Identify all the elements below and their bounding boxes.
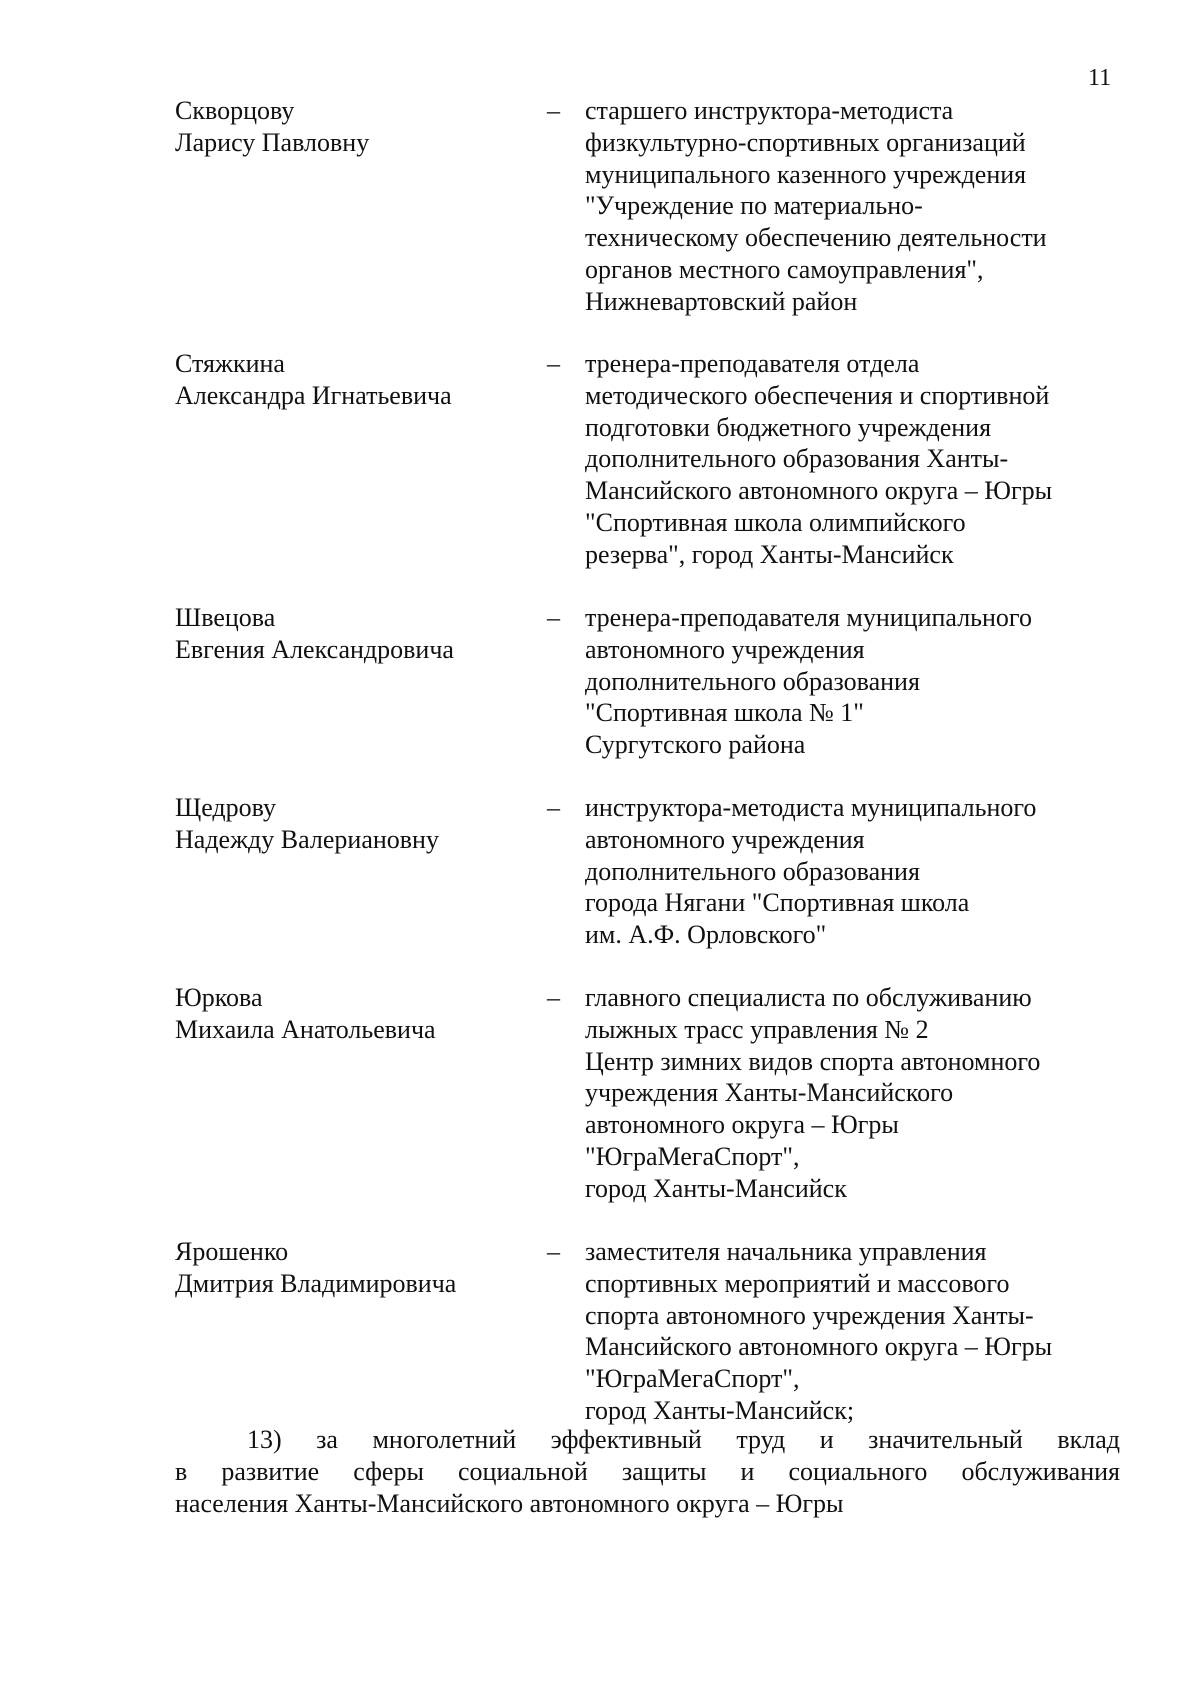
position-line: города Нягани "Спортивная школа [585, 888, 970, 918]
position-line: "ЮграМегаСпорт", [585, 1364, 800, 1394]
recipient-surname: Юркова [175, 983, 263, 1012]
position-line: подготовки бюджетного учреждения [585, 412, 992, 442]
dash-separator: – [547, 349, 560, 378]
position-line: лыжных трасс управления № 2 [585, 1014, 929, 1044]
position-line: главного специалиста по обслуживанию [585, 983, 1032, 1012]
recipient-name [175, 1236, 545, 1300]
position-line: муниципального казенного учреждения [585, 159, 1027, 189]
recipient-name [175, 95, 545, 159]
dash-separator: – [547, 1237, 560, 1266]
position-line: резерва", город Ханты-Мансийск [585, 539, 954, 569]
recipient-surname: Стяжкина [175, 349, 285, 378]
position-line: старшего инструктора-методиста [585, 96, 954, 125]
position-line: физкультурно-спортивных организаций [585, 127, 1026, 157]
dash-separator: – [547, 603, 560, 632]
position-line: Мансийского автономного округа – Югры [585, 476, 1053, 506]
recipient-name [175, 982, 545, 1046]
paragraph-line: 13) за многолетний эффективный труд и значительный вклад [247, 1425, 1120, 1454]
position-line: "Спортивная школа № 1" [585, 698, 864, 728]
position-line: город Ханты-Мансийск; [585, 1395, 855, 1425]
recipient-given-names: Александра Игнатьевича [175, 380, 452, 410]
recipient-given-names: Евгения Александровича [175, 634, 454, 664]
position-line: учреждения Ханты-Мансийского [585, 1078, 954, 1108]
position-line: автономного учреждения [585, 824, 865, 854]
position-line: техническому обеспечению деятельности [585, 223, 1047, 253]
recipient-surname: Скворцову [175, 96, 295, 125]
position-line: методического обеспечения и спортивной [585, 380, 1050, 410]
recipient-surname: Швецова [175, 603, 276, 632]
position-line: Мансийского автономного округа – Югры [585, 1332, 1053, 1362]
recipient-given-names: Михаила Анатольевича [175, 1014, 436, 1044]
recipient-position [585, 792, 1115, 951]
position-line: инструктора-методиста муниципального [585, 793, 1037, 822]
position-line: "Учреждение по материально- [585, 191, 923, 221]
position-line: заместителя начальника управления [585, 1237, 987, 1266]
position-line: органов местного самоуправления", [585, 254, 984, 284]
recipient-position [585, 982, 1115, 1205]
recipient-name [175, 602, 545, 666]
position-line: "ЮграМегаСпорт", [585, 1141, 800, 1171]
recipient-name [175, 348, 545, 412]
position-line: тренера-преподавателя отдела [585, 349, 920, 378]
position-line: Центр зимних видов спорта автономного [585, 1046, 1041, 1076]
dash-separator: – [547, 96, 560, 125]
closing-paragraph [175, 1424, 1120, 1519]
position-line: дополнительного образования Ханты- [585, 444, 1009, 474]
recipient-position [585, 602, 1115, 761]
recipient-given-names: Дмитрия Владимировича [175, 1268, 457, 1298]
position-line: спортивных мероприятий и массового [585, 1268, 1010, 1298]
position-line: автономного учреждения [585, 634, 865, 664]
position-line: дополнительного образования [585, 856, 920, 886]
position-line: Нижневартовский район [585, 286, 858, 316]
position-line: Сургутского района [585, 730, 806, 760]
position-line: спорта автономного учреждения Ханты- [585, 1300, 1034, 1330]
position-line: автономного округа – Югры [585, 1110, 899, 1140]
dash-separator: – [547, 983, 560, 1012]
dash-separator: – [547, 793, 560, 822]
paragraph-line: в развитие сферы социальной защиты и социального обслуживания [175, 1456, 1120, 1486]
position-line: им. А.Ф. Орловского" [585, 920, 827, 950]
paragraph-line: населения Ханты-Мансийского автономного округа – Югры [175, 1488, 844, 1518]
page-number: 11 [1088, 65, 1112, 91]
recipient-position [585, 1236, 1115, 1427]
recipient-given-names: Ларису Павловну [175, 127, 370, 157]
recipient-name [175, 792, 545, 856]
position-line: "Спортивная школа олимпийского [585, 507, 966, 537]
position-line: дополнительного образования [585, 666, 920, 696]
recipient-position [585, 348, 1115, 571]
recipient-surname: Щедрову [175, 793, 277, 822]
position-line: город Ханты-Мансийск [585, 1173, 847, 1203]
position-line: тренера-преподавателя муниципального [585, 603, 1032, 632]
recipient-given-names: Надежду Валериановну [175, 824, 439, 854]
recipient-surname: Ярошенко [175, 1237, 289, 1266]
recipient-position [585, 95, 1115, 318]
